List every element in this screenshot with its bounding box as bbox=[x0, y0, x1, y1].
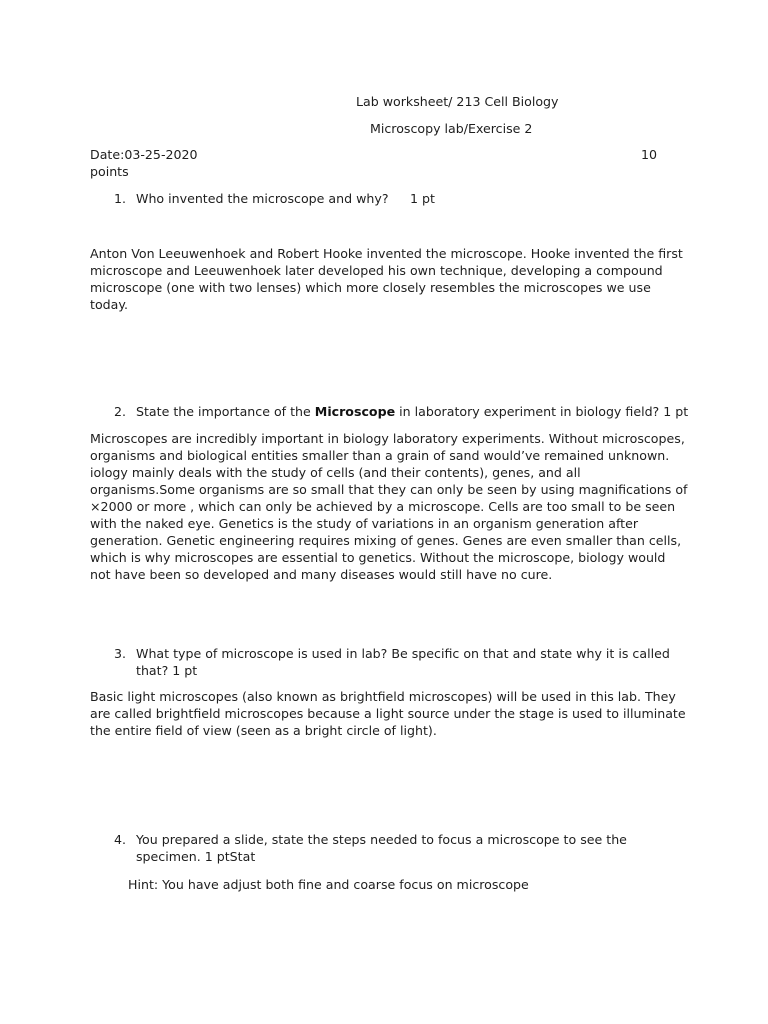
question-number: 3. bbox=[114, 646, 127, 661]
question-text-bold: Microscope bbox=[314, 404, 396, 419]
question-2 bbox=[114, 403, 694, 420]
question-4-hint: Hint: You have adjust both fine and coarse focus on microscope bbox=[128, 877, 529, 892]
question-text: You prepared a slide, state the steps needed to focus a microscope to see the bbox=[136, 832, 627, 847]
question-points: 1 pt bbox=[410, 191, 435, 206]
answer-line: today. bbox=[90, 297, 129, 312]
answer-line: not have been so developed and many diseases would still have no cure. bbox=[90, 567, 553, 582]
answer-line: organisms and biological entities smaller than a grain of sand would’ve remained unknown. bbox=[90, 448, 670, 463]
question-1 bbox=[114, 190, 674, 207]
worksheet-title: Lab worksheet/ 213 Cell Biology bbox=[356, 94, 559, 109]
answer-line: are called brightfield microscopes because a light source under the stage is used to illuminate bbox=[90, 706, 686, 721]
answer-line: microscope (one with two lenses) which more closely resembles the microscopes we use bbox=[90, 280, 651, 295]
answer-line: with the naked eye. Genetics is the study of variations in an organism generation after bbox=[90, 516, 639, 531]
worksheet-date: Date:03-25-2020 bbox=[90, 147, 198, 162]
question-text: What type of microscope is used in lab? Be specific on that and state why it is called bbox=[136, 646, 670, 661]
answer-line: which is why microscopes are essential to genetics. Without the microscope, biology would bbox=[90, 550, 666, 565]
question-text-before: State the importance of the bbox=[136, 404, 315, 419]
question-text-continued: that? 1 pt bbox=[136, 663, 198, 678]
answer-line: the entire field of view (seen as a bright circle of light). bbox=[90, 723, 437, 738]
worksheet-subtitle: Microscopy lab/Exercise 2 bbox=[370, 121, 533, 136]
answer-line: generation. Genetic engineering requires mixing of genes. Genes are even smaller than cells, bbox=[90, 533, 682, 548]
question-3 bbox=[114, 645, 674, 679]
question-number: 4. bbox=[114, 832, 127, 847]
answer-line: microscope and Leeuwenhoek later developed his own technique, developing a compound bbox=[90, 263, 663, 278]
answer-2 bbox=[90, 430, 690, 583]
question-number: 1. bbox=[114, 191, 127, 206]
answer-line: organisms.Some organisms are so small that they can only be seen by using magnifications of bbox=[90, 482, 688, 497]
question-text-after: in laboratory experiment in biology field? 1 pt bbox=[395, 404, 689, 419]
question-text: Who invented the microscope and why? bbox=[136, 191, 389, 206]
question-text-continued: specimen. 1 ptStat bbox=[136, 849, 256, 864]
answer-line: Anton Von Leeuwenhoek and Robert Hooke invented the microscope. Hooke invented the first bbox=[90, 246, 683, 261]
answer-3 bbox=[90, 688, 690, 739]
question-4 bbox=[114, 831, 674, 865]
total-points-number: 10 bbox=[641, 147, 658, 162]
answer-line: Basic light microscopes (also known as brightfield microscopes) will be used in this lab. They bbox=[90, 689, 676, 704]
answer-line: iology mainly deals with the study of cells (and their contents), genes, and all bbox=[90, 465, 581, 480]
answer-1 bbox=[90, 245, 690, 313]
question-number: 2. bbox=[114, 404, 127, 419]
answer-line: Microscopes are incredibly important in biology laboratory experiments. Without microscopes, bbox=[90, 431, 685, 446]
total-points-label: points bbox=[90, 164, 129, 179]
question-text bbox=[136, 403, 688, 420]
answer-line: ×2000 or more , which can only be achieved by a microscope. Cells are too small to be seen bbox=[90, 499, 676, 514]
